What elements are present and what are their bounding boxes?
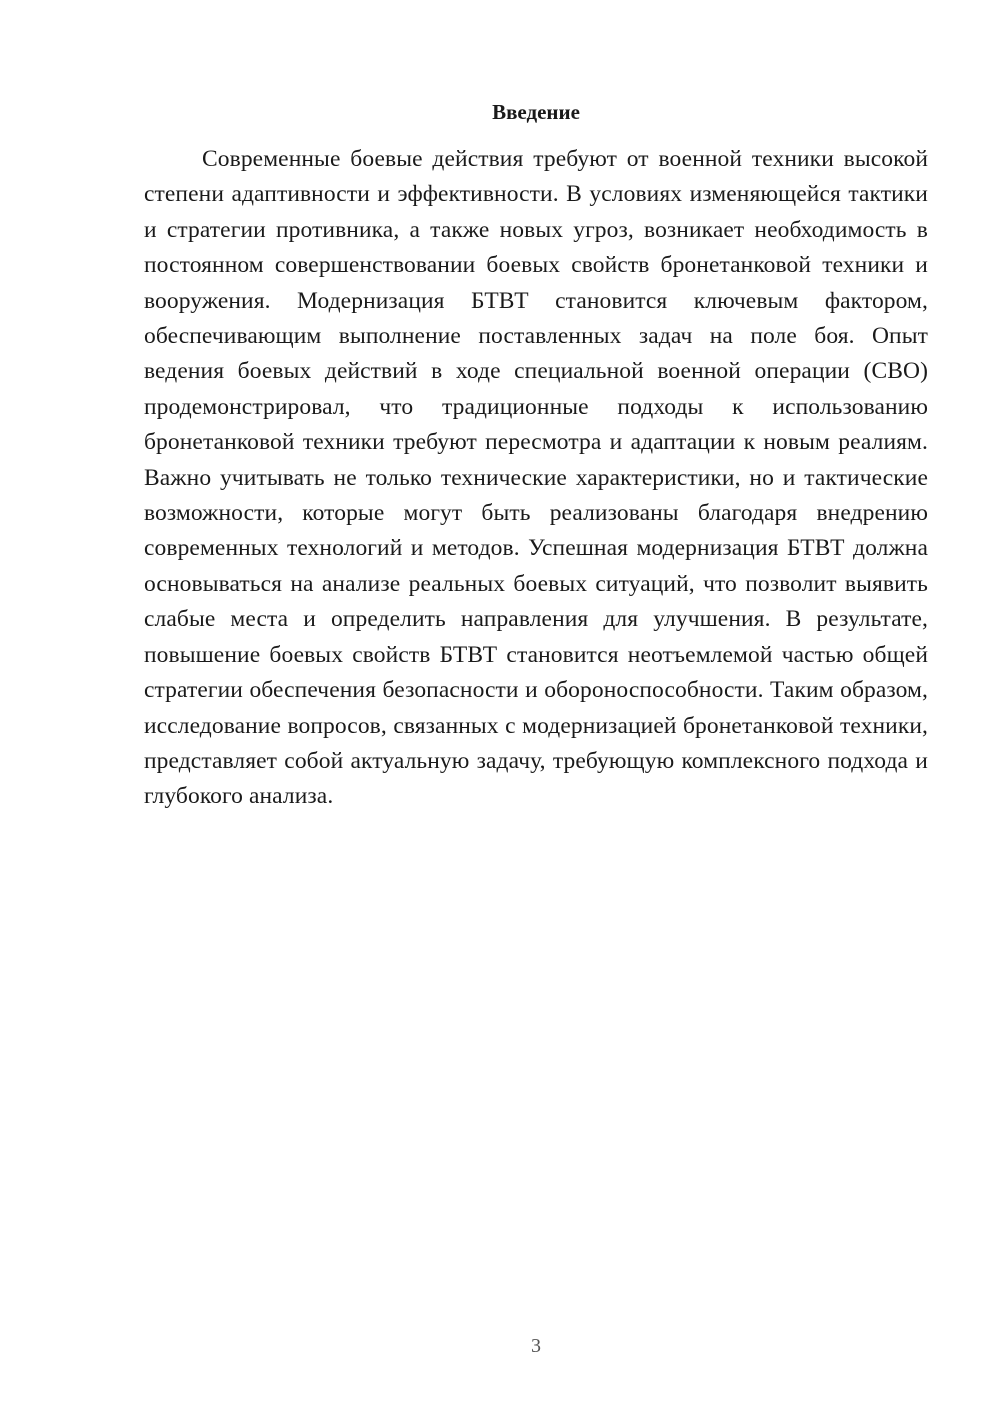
body-paragraph: Современные боевые действия требуют от военной техники высокой степени адаптивности и эффективности. В условиях изменяющейся тактики и стратегии противника, а также новых угроз, возникает необходимость в постоянном совершенствовании боевых свойств бронетанковой техники и вооружения. Модернизация БТВТ становится ключевым фактором, обеспечивающим выполнение поставленных задач на поле боя. Опыт ведения боевых действий в ходе специальной военной операции (СВО) продемонстрировал, что традиционные подходы к использованию бронетанковой техники требуют пересмотра и адаптации к новым реалиям. Важно учитывать не только технические характеристики, но и тактические возможности, которые могут быть реализованы благодаря внедрению современных технологий и методов. Успешная модернизация БТВТ должна основываться на анализе реальных боевых ситуаций, что позволит выявить слабые места и определить направления для улучшения. В результате, повышение боевых свойств БТВТ становится неотъемлемой частью общей стратегии обеспечения безопасности и обороноспособности. Таким образом, исследование вопросов, связанных с модернизацией бронетанковой техники, представляет собой актуальную задачу, требующую комплексного подхода и глубокого анализа. (144, 146, 928, 810)
page-number: 3 (531, 1335, 541, 1357)
section-title: Введение (492, 100, 580, 124)
